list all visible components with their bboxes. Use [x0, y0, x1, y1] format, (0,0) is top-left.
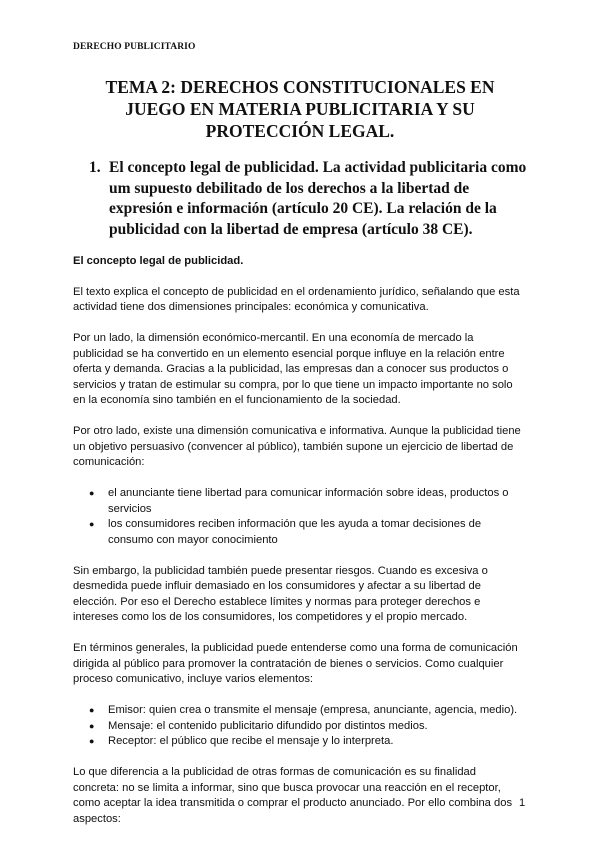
document-title: TEMA 2: DERECHOS CONSTITUCIONALES EN JUEGO EN MATERIA PUBLICITARIA Y SU PROTECCIÓN LEGAL.: [105, 77, 495, 141]
body-content: [73, 254, 525, 843]
list-item-text: Mensaje: el contenido publicitario difundido por distintos medios.: [108, 719, 428, 732]
list-item: [73, 517, 525, 548]
bullet-icon: ●: [89, 519, 95, 529]
bullet-icon: ●: [89, 488, 95, 498]
communication-elements-list: [73, 703, 525, 750]
subheading: El concepto legal de publicidad.: [73, 255, 244, 267]
section-number: 1.: [89, 159, 101, 176]
page-number: 1: [519, 797, 526, 809]
list-item: [73, 486, 525, 517]
paragraph-general-terms: En términos generales, la publicidad puede entenderse como una forma de comunicación dirigida al público para promover la contratación de bienes o servicios. Como cualquier proceso comunicativo, incluye varios elementos:: [73, 642, 518, 685]
bullet-icon: ●: [89, 705, 95, 715]
paragraph-economic: Por un lado, la dimensión económico-mercantil. En una economía de mercado la publicidad se ha convertido en un elemento esencial porque influye en la relación entre oferta y demanda. Gracias a la publicidad, las empresas dan a conocer sus productos o servicios y tratan de estimular su compra, por lo que tiene un impacto importante no solo en la economía sino también en el funcionamiento de la sociedad.: [73, 332, 513, 406]
freedom-list: [73, 486, 525, 548]
bullet-icon: ●: [89, 736, 95, 746]
bullet-icon: ●: [89, 720, 95, 731]
paragraph-communicative: Por otro lado, existe una dimensión comunicativa e informativa. Aunque la publicidad tiene un objetivo persuasivo (convencer al público), también supone un ejercicio de libertad de comunicación:: [73, 425, 521, 468]
running-header: DERECHO PUBLICITARIO: [73, 42, 196, 52]
paragraph-purpose: Lo que diferencia a la publicidad de otras formas de comunicación es su finalidad concreta: no se limita a informar, sino que busca provocar una reacción en el receptor, como aceptar la idea transmitida o comprar el producto anunciado. Por ello combina dos aspectos:: [73, 766, 513, 825]
list-item-text: los consumidores reciben información que les ayuda a tomar decisiones de consumo con mayor conocimiento: [108, 518, 482, 546]
list-item-text: el anunciante tiene libertad para comunicar información sobre ideas, productos o servicios: [108, 487, 509, 515]
list-item: [73, 703, 525, 719]
list-item-text: Emisor: quien crea o transmite el mensaje (empresa, anunciante, agencia, medio).: [108, 704, 518, 716]
list-item-text: Receptor: el público que recibe el mensaje y lo interpreta.: [108, 735, 394, 747]
paragraph-risks: Sin embargo, la publicidad también puede presentar riesgos. Cuando es excesiva o desmedida puede influir demasiado en los consumidores y afectar a su libertad de elección. Por eso el Derecho establece límites y normas para proteger derechos e intereses como los de los consumidores, los competidores y el propio mercado.: [73, 564, 488, 623]
paragraph-intro: El texto explica el concepto de publicidad en el ordenamiento jurídico, señalando que esta actividad tiene dos dimensiones principales: económica y comunicativa.: [73, 285, 520, 313]
list-item: [73, 719, 525, 735]
section-heading-text: El concepto legal de publicidad. La actividad publicitaria como um supuesto debilitado de los derechos a la libertad de expresión e información (artículo 20 CE). La relación de la publicidad con la libertad de empresa (artículo 38 CE).: [109, 159, 527, 238]
section-heading: [89, 158, 529, 240]
list-item: [73, 734, 525, 750]
